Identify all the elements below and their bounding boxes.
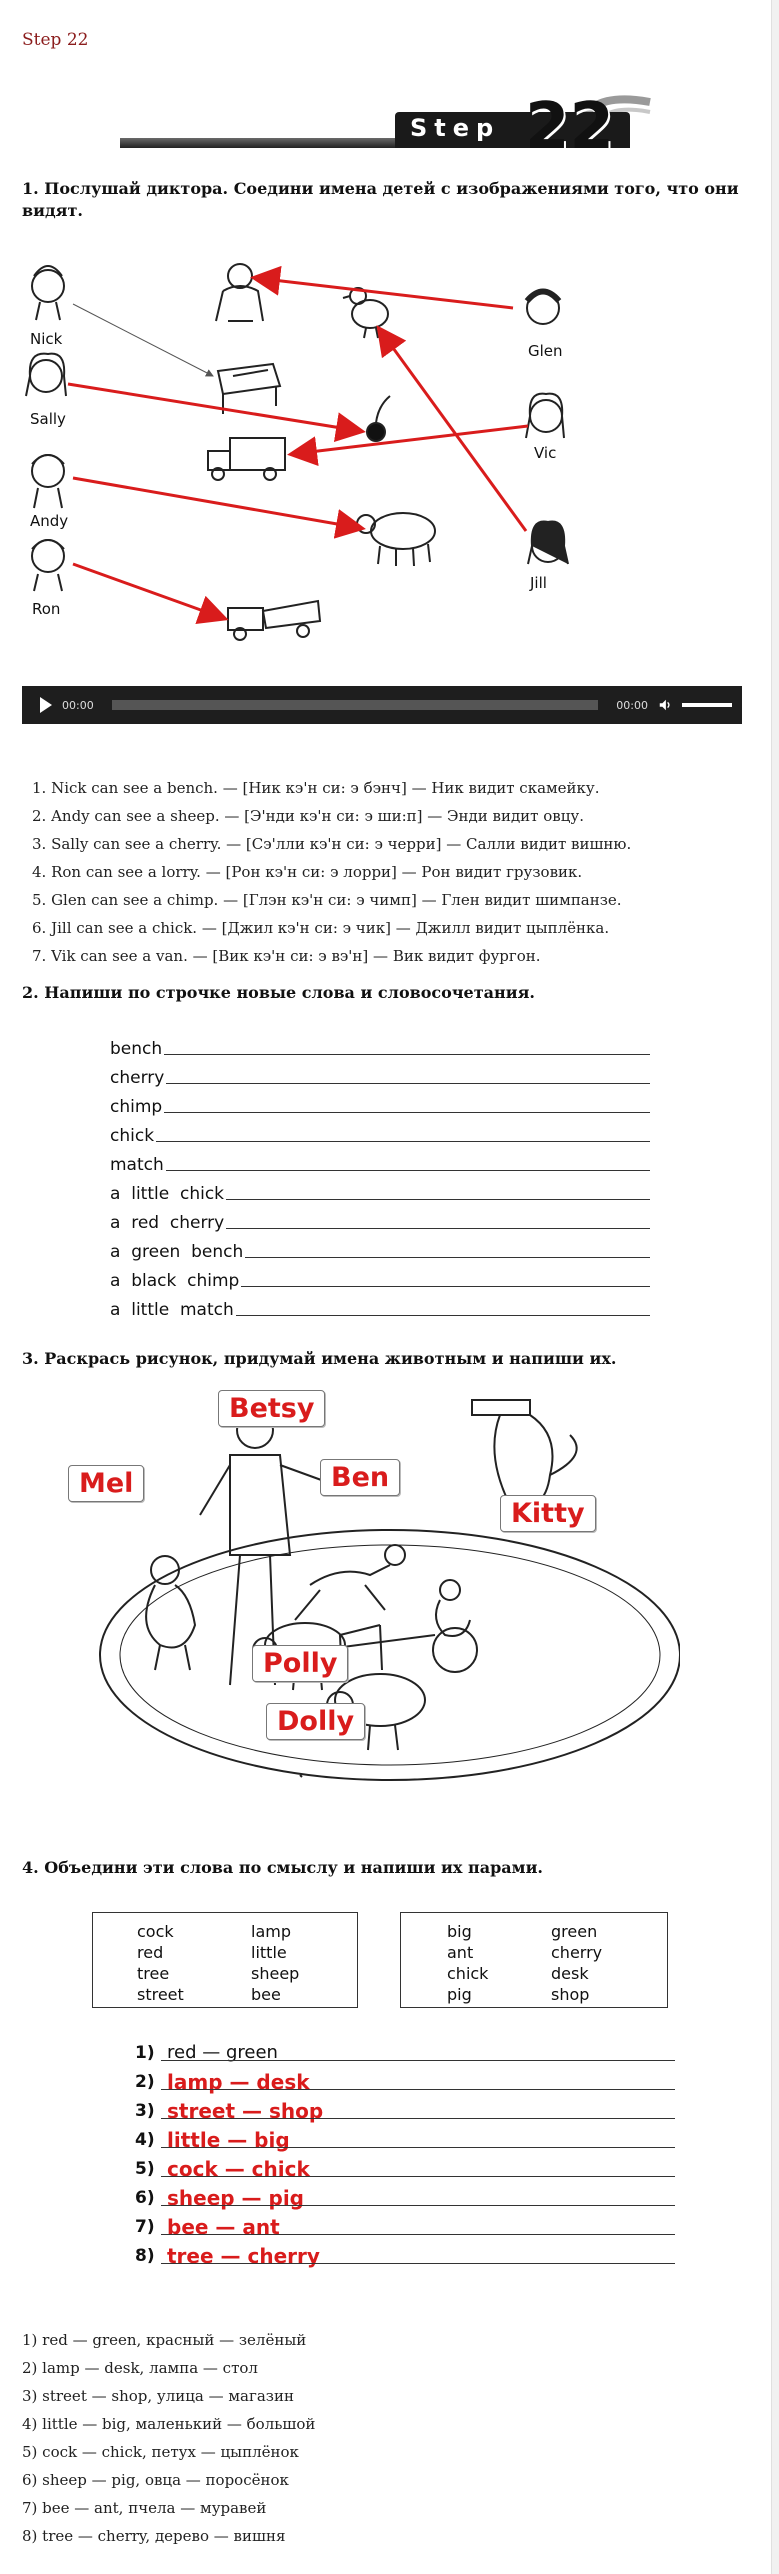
vic-face-icon [526,394,564,438]
pair-row [135,2150,675,2179]
pair-number: 5) [135,2159,155,2179]
word-label: a green bench [110,1242,244,1262]
name-tag-polly: Polly [252,1645,348,1682]
name-label: Andy [30,512,69,530]
list-item: 3) street — shop, улица — магазин [22,2387,294,2405]
word-label: a little chick [110,1184,225,1204]
list-item: 3. Sally can see a cherry. — [Сэ'лли кэ'н си: э черри] — Салли видит вишню. [32,835,632,853]
list-item: 1) red — green, красный — зелёный [22,2331,307,2349]
writing-line [110,1059,650,1088]
name-label: Ron [32,600,61,618]
play-button[interactable] [40,697,52,713]
example-arrow [73,304,213,376]
andy-face-icon [32,455,64,508]
task1-title: 1. Послушай диктора. Соедини имена детей с изображениями того, что они видят. [22,179,739,220]
task4-title: 4. Объедини эти слова по смыслу и напиши их парами. [22,1858,543,1877]
pair-row [135,2034,675,2063]
box-word: desk [551,1964,589,1983]
list-item: 1. Nick can see a bench. — [Ник кэ'н си: э бэнч] — Ник видит скамейку. [32,779,600,797]
monkey-icon [472,1400,577,1507]
pair-text: lamp — desk [167,2070,310,2094]
nick-face-icon [32,266,64,320]
pair-text: sheep — pig [167,2186,305,2210]
breadcrumb-step-link[interactable]: Step 22 [22,30,89,50]
task3-circus-illustration [79,1393,680,1825]
name-tag-kitty: Kitty [500,1495,596,1532]
writing-line [110,1117,650,1146]
box-word: sheep [251,1964,300,1983]
word-label: bench [110,1039,163,1059]
answer-arrows [68,278,528,618]
pair-number: 6) [135,2188,155,2208]
writing-line [110,1262,650,1291]
audio-player [22,686,742,724]
word-label: chick [110,1126,155,1146]
word-label: a red cherry [110,1213,225,1233]
box-word: street [137,1985,184,2004]
name-label: Vic [534,444,557,462]
box-word: tree [137,1964,170,1983]
duration: 00:00 [616,698,648,712]
writing-line [110,1088,650,1117]
list-item: 7) bee — ant, пчела — муравей [22,2499,267,2517]
list-item: 6. Jill can see a chick. — [Джил кэ'н си: э чик] — Джилл видит цыплёнка. [32,919,610,937]
writing-line [110,1204,650,1233]
pair-number: 7) [135,2217,155,2237]
scrollbar-track[interactable] [771,0,779,2574]
pair-number: 4) [135,2130,155,2150]
bench-icon [218,364,280,414]
children-faces [26,266,568,591]
box-word: shop [551,1985,590,2004]
list-item: 2. Andy can see a sheep. — [Э'нди кэ'н си: э ши:п] — Энди видит овцу. [32,807,584,825]
task2-title: 2. Напиши по строчке новые слова и словосочетания. [22,983,535,1002]
box-word: big [447,1922,472,1941]
van-icon [208,438,285,480]
pair-row [135,2092,675,2121]
sally-face-icon [26,354,66,396]
task1-answers-list [22,774,631,970]
volume-icon[interactable] [658,698,672,712]
list-item: 5. Glen can see a chimp. — [Глэн кэ'н си: э чимп] — Глен видит шимпанзе. [32,891,622,909]
task4-answers-list [22,2326,315,2550]
word-label: match [110,1155,164,1175]
header-step-number: 22 [525,90,615,164]
pair-row [135,2208,675,2237]
lorry-icon [228,601,320,640]
chimp-icon [216,264,263,321]
name-label: Nick [30,330,63,348]
name-label: Sally [30,410,66,428]
box-word: green [551,1922,598,1941]
pair-row [135,2179,675,2208]
word-label: cherry [110,1068,165,1088]
pair-text: tree — cherry [167,2244,320,2268]
header-step-word: Step [410,114,501,142]
list-item: 4) little — big, маленький — большой [22,2415,316,2433]
list-item: 7. Vik can see a van. — [Вик кэ'н си: э вэ'н] — Вик видит фургон. [32,947,541,965]
box-word: pig [447,1985,472,2004]
pair-row [135,2237,675,2266]
word-label: a black chimp [110,1271,240,1291]
name-tag-mel: Mel [68,1465,144,1502]
list-item: 8) tree — cherry, дерево — вишня [22,2527,286,2545]
task2-writing-lines [110,1030,650,1320]
pair-number: 2) [135,2072,155,2092]
pair-text: street — shop [167,2099,324,2123]
pair-row [135,2063,675,2092]
task1-matching-illustration [18,246,738,666]
pair-number: 8) [135,2246,155,2266]
box-word: bee [251,1985,281,2004]
writing-line [110,1233,650,1262]
list-item: 4. Ron can see a lorry. — [Рон кэ'н си: э лорри] — Рон видит грузовик. [32,863,583,881]
list-item: 6) sheep — pig, овца — поросёнок [22,2471,289,2489]
name-tag-ben: Ben [320,1459,400,1496]
task3-title: 3. Раскрась рисунок, придумай имена животным и напиши их. [22,1349,617,1368]
name-tag-dolly: Dolly [266,1703,365,1740]
pair-row [135,2121,675,2150]
sheep-icon [357,513,435,566]
pair-text: bee — ant [167,2215,280,2239]
ron-face-icon [32,540,64,591]
pair-number: 1) [135,2043,155,2063]
box-word: little [251,1943,287,1962]
volume-slider[interactable] [682,703,732,707]
pair-text: little — big [167,2128,290,2152]
pair-number: 3) [135,2101,155,2121]
cherry-icon [367,396,390,441]
box-word: chick [447,1964,489,1983]
task4-pairs [135,2034,675,2266]
pair-text: cock — chick [167,2157,310,2181]
glen-face-icon [527,292,559,325]
box-word: red [137,1943,164,1962]
word-label: chimp [110,1097,163,1117]
name-label: Jill [530,574,547,592]
jill-face-icon [528,522,568,565]
writing-line [110,1030,650,1059]
box-word: ant [447,1943,474,1962]
progress-track[interactable] [112,700,599,710]
list-item: 2) lamp — desk, лампа — стол [22,2359,258,2377]
writing-line [110,1291,650,1320]
word-label: a little match [110,1300,234,1320]
word-box-left [92,1912,358,2008]
box-word: lamp [251,1922,291,1941]
writing-line [110,1146,650,1175]
box-word: cherry [551,1943,603,1962]
list-item: 5) cock — chick, петух — цыплёнок [22,2443,299,2461]
current-time: 00:00 [62,698,94,712]
name-tag-betsy: Betsy [218,1390,325,1427]
writing-line [110,1175,650,1204]
word-box-right [400,1912,668,2008]
name-label: Glen [528,342,563,360]
step-header-banner [120,82,660,162]
pair-text: red — green [167,2042,278,2063]
box-word: cock [137,1922,174,1941]
